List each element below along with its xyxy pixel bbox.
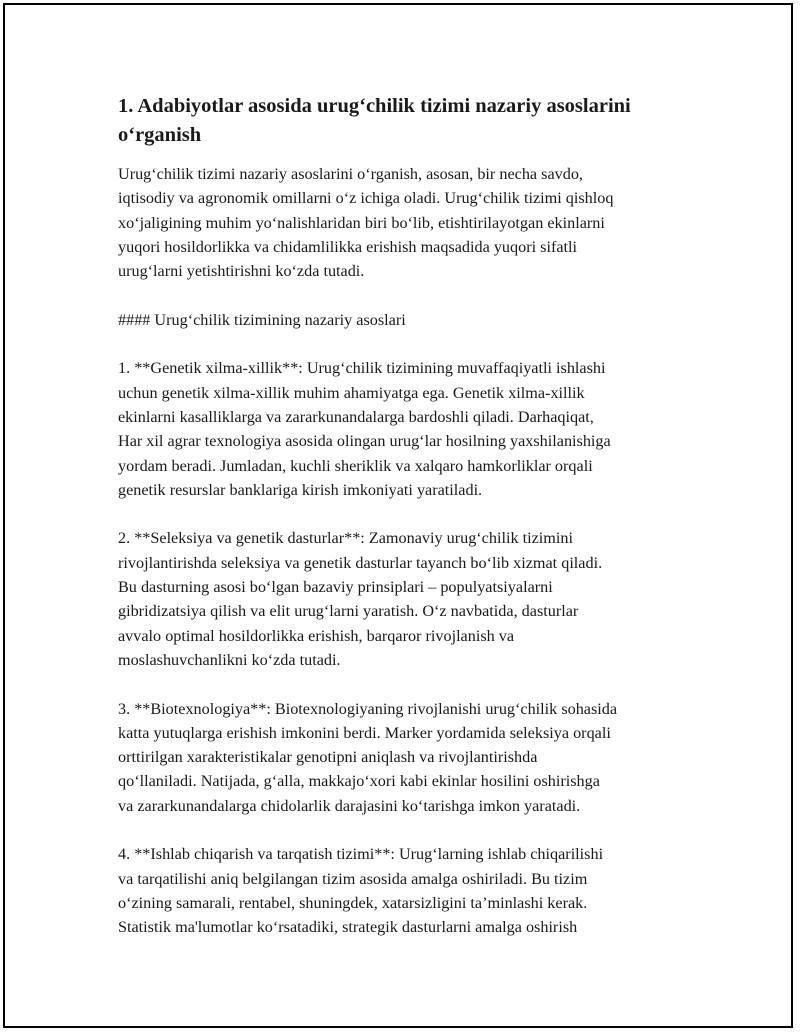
text-line: katta yutuqlarga erishish imkonini berdi. Marker yordamida seleksiya orqali xyxy=(118,723,611,742)
text-line: ekinlarni kasalliklarga va zararkunandalarga bardoshli qiladi. Darhaqiqat, xyxy=(118,407,594,426)
text-line: uchun genetik xilma-xillik muhim ahamiyatga ega. Genetik xilma-xillik xyxy=(118,383,585,402)
text-line: qo‘llaniladi. Natijada, g‘alla, makkajo‘xori kabi ekinlar hosilini oshirishga xyxy=(118,772,600,791)
text-line: orttirilgan xarakteristikalar genotipni aniqlash va rivojlantirishda xyxy=(118,748,538,767)
text-line: Urug‘chilik tizimi nazariy asoslarini o‘rganish, asosan, bir necha savdo, xyxy=(118,165,583,183)
text-line: iqtisodiy va agronomik omillarni o‘z ichiga oladi. Urug‘chilik tizimi qishloq xyxy=(118,189,614,208)
list-item-ishlab-chiqarish xyxy=(118,842,698,939)
text-line: xo‘jaligining muhim yo‘nalishlaridan biri bo‘lib, etishtirilayotgan ekinlarni xyxy=(118,213,605,232)
title-line: 1. Adabiyotlar asosida urug‘chilik tizimi nazariy asoslarini xyxy=(118,95,631,117)
text-line: Statistik ma'lumotlar ko‘rsatadiki, strategik dasturlarni amalga oshirish xyxy=(118,918,578,937)
text-line: urug‘larni yetishtirishni ko‘zda tutadi. xyxy=(118,262,365,281)
text-line: 4. **Ishlab chiqarish va tarqatish tizimi**: Urug‘larning ishlab chiqarilishi xyxy=(118,845,604,864)
intro-paragraph xyxy=(118,162,698,283)
text-line: 3. **Biotexnologiya**: Biotexnologiyaning rivojlanishi urug‘chilik sohasida xyxy=(118,699,618,718)
text-line: va tarqatilishi aniq belgilangan tizim asosida amalga oshiriladi. Bu tizim xyxy=(118,869,588,888)
text-line: Har xil agrar texnologiya asosida olingan urug‘lar hosilning yaxshilanishiga xyxy=(118,432,611,451)
text-line: o‘zining samarali, rentabel, shuningdek, xatarsizligini ta’minlashi kerak. xyxy=(118,893,588,912)
text-line: gibridizatsiya qilish va elit urug‘larni yaratish. O‘z navbatida, dasturlar xyxy=(118,602,579,621)
section-subheading xyxy=(118,308,698,332)
text-line: moslashuvchanlikni ko‘zda tutadi. xyxy=(118,650,341,669)
document-body xyxy=(118,92,698,964)
list-item-genetik-xilma-xillik xyxy=(118,356,698,502)
text-line: yordam beradi. Jumladan, kuchli sheriklik va xalqaro hamkorliklar orqali xyxy=(118,456,593,475)
list-item-biotexnologiya xyxy=(118,697,698,818)
list-item-seleksiya xyxy=(118,526,698,672)
text-line: yuqori hosildorlikka va chidamlilikka erishish maqsadida yuqori sifatli xyxy=(118,237,578,256)
text-line: genetik resurslar banklariga kirish imkoniyati yaratiladi. xyxy=(118,480,483,499)
text-line: rivojlantirishda seleksiya va genetik dasturlar tayanch bo‘lib xizmat qiladi. xyxy=(118,553,603,572)
text-line: 1. **Genetik xilma-xillik**: Urug‘chilik tizimining muvaffaqiyatli ishlashi xyxy=(118,359,606,378)
text-line: va zararkunandalarga chidolarlik darajasini ko‘tarishga imkon yaratadi. xyxy=(118,796,581,815)
text-line: 2. **Seleksiya va genetik dasturlar**: Zamonaviy urug‘chilik tizimini xyxy=(118,529,573,548)
document-title xyxy=(118,92,698,150)
text-line: Bu dasturning asosi bo‘lgan bazaviy prinsiplari – populyatsiyalarni xyxy=(118,578,553,597)
subheading-text: #### Urug‘chilik tizimining nazariy asoslari xyxy=(118,310,406,329)
text-line: avvalo optimal hosildorlikka erishish, barqaror rivojlanish va xyxy=(118,626,515,645)
title-line: o‘rganish xyxy=(118,124,202,146)
